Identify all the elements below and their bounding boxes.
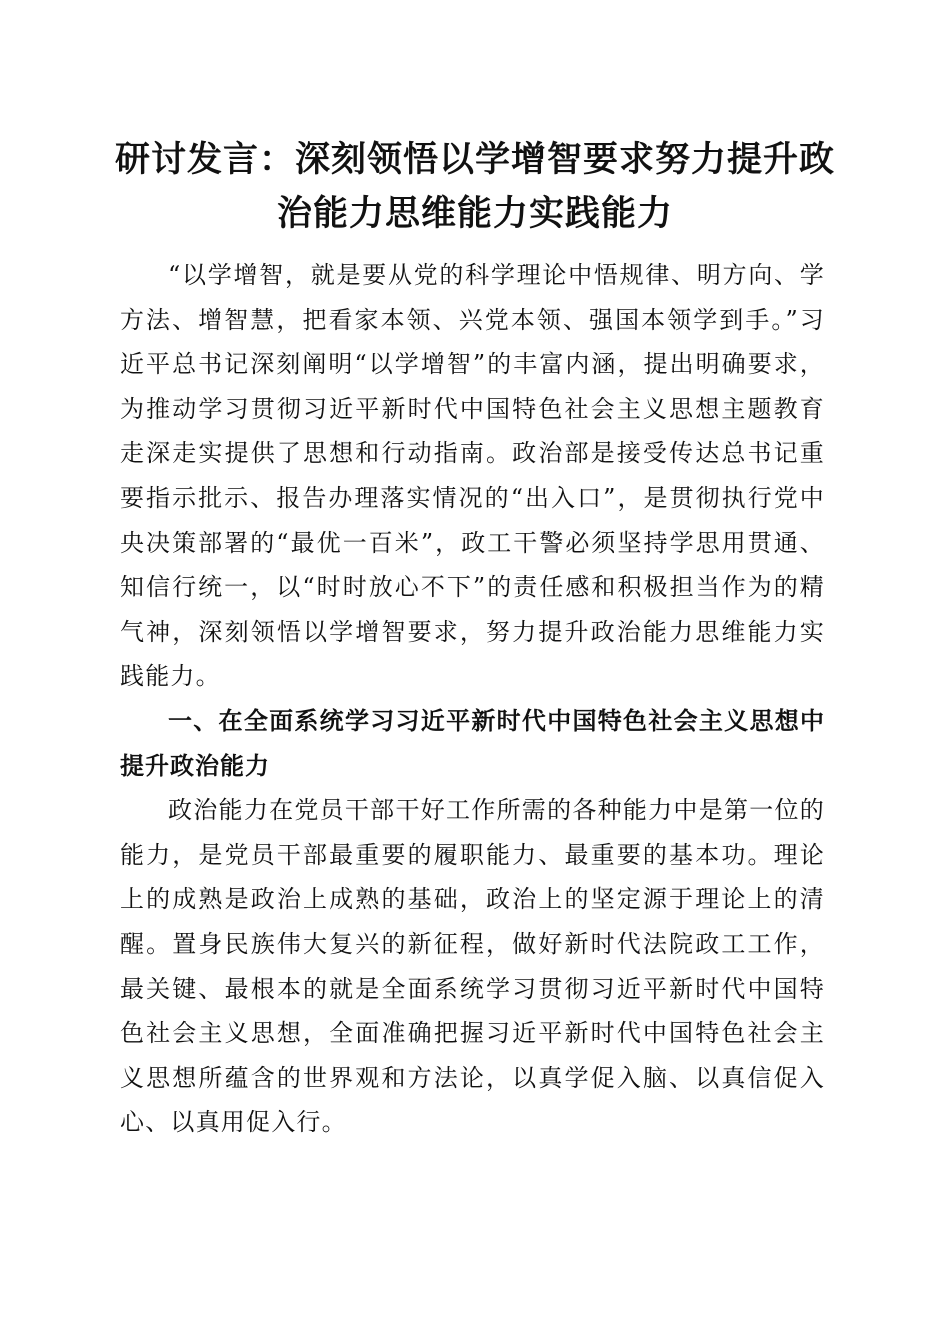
section-1-paragraph: 政治能力在党员干部干好工作所需的各种能力中是第一位的能力，是党员干部最重要的履职能力、最重要的基本功。理论上的成熟是政治上成熟的基础，政治上的坚定源于理论上的清醒。置身民族伟大复兴的新征程，做好新时代法院政工工作，最关键、最根本的就是全面系统学习贯彻习近平新时代中国特色社会主义思想，全面准确把握习近平新时代中国特色社会主义思想所蕴含的世界观和方法论，以真学促入脑、以真信促入心、以真用促入行。: [120, 796, 825, 1137]
title-line-1: 研讨发言：深刻领悟以学增智要求努力提升政: [114, 139, 835, 180]
document-body: [120, 253, 825, 1145]
title-line-2: 治能力思维能力实践能力: [276, 193, 673, 234]
section-1-heading: 一、在全面系统学习习近平新时代中国特色社会主义思想中提升政治能力: [120, 706, 825, 780]
document-title: [100, 133, 850, 241]
intro-paragraph: “以学增智，就是要从党的科学理论中悟规律、明方向、学方法、增智慧，把看家本领、兴党本领、强国本领学到手。”习近平总书记深刻阐明“以学增智”的丰富内涵，提出明确要求，为推动学习贯彻习近平新时代中国特色社会主义思想主题教育走深走实提供了思想和行动指南。政治部是接受传达总书记重要指示批示、报告办理落实情况的“出入口”，是贯彻执行党中央决策部署的“最优一百米”，政工干警必须坚持学思用贯通、知信行统一，以“时时放心不下”的责任感和积极担当作为的精气神，深刻领悟以学增智要求，努力提升政治能力思维能力实践能力。: [120, 261, 825, 691]
